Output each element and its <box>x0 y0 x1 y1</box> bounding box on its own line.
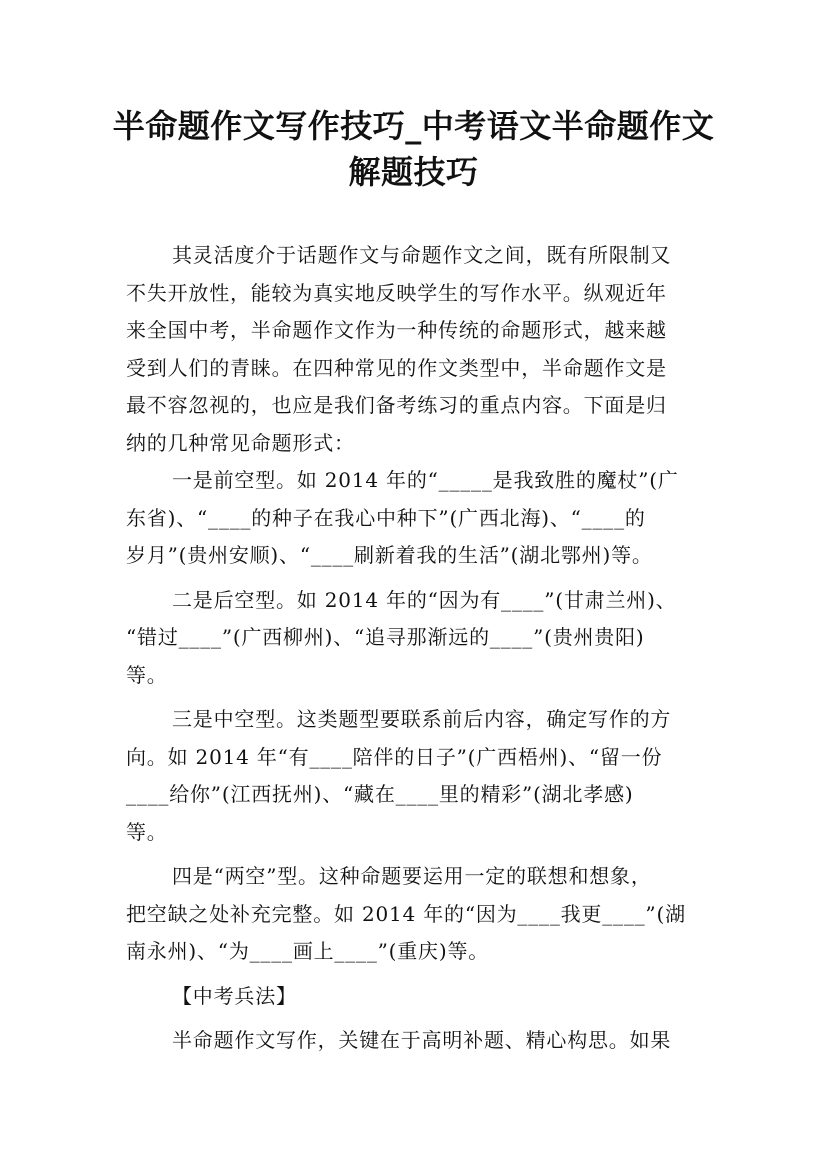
paragraph-front-blank <box>126 462 716 575</box>
section-heading-text: 【中考兵法】 <box>172 983 297 1008</box>
paragraph-gap <box>126 1015 716 1022</box>
title-line-2: 解题技巧 <box>348 153 479 191</box>
paragraph-gap <box>126 694 716 701</box>
paragraph-back-blank <box>126 582 716 695</box>
paragraph-two-blanks <box>126 858 716 971</box>
text-line: 不失开放性，能较为真实地反映学生的写作水平。纵观近年 <box>126 280 667 305</box>
paragraph-middle-blank <box>126 701 716 851</box>
text-line: 三是中空型。这类题型要联系前后内容，确定写作的方 <box>172 707 672 731</box>
paragraph-strategy <box>126 1022 716 1060</box>
text-line: 受到人们的青睐。在四种常见的作文类型中，半命题作文是 <box>126 355 667 380</box>
document-body <box>126 237 716 1060</box>
text-line: 把空缺之处补充完整。如 2014 年的“因为____我更____”(湖 <box>126 901 686 926</box>
text-line: 最不容忽视的，也应是我们备考练习的重点内容。下面是归 <box>126 393 667 417</box>
text-line: 等。 <box>126 819 168 844</box>
text-line: 南永州)、“为____画上____”(重庆)等。 <box>126 939 490 963</box>
text-line: 向。如 2014 年“有____陪伴的日子”(广西梧州)、“留一份 <box>126 744 663 769</box>
text-line: “错过____”(广西柳州)、“追寻那渐远的____”(贵州贵阳) <box>126 625 645 649</box>
text-line: 东省)、“____的种子在我心中种下”(广西北海)、“____的 <box>126 505 646 530</box>
text-line: 四是“两空”型。这种命题要运用一定的联想和想象， <box>172 864 652 888</box>
text-line: 纳的几种常见命题形式： <box>126 430 355 455</box>
text-line: ____给你”(江西抚州)、“藏在____里的精彩”(湖北孝感) <box>126 782 634 806</box>
text-line: 等。 <box>126 662 168 687</box>
text-line: 岁月”(贵州安顺)、“____刷新着我的生活”(湖北鄂州)等。 <box>126 543 653 567</box>
title-line-1: 半命题作文写作技巧_中考语文半命题作文 <box>112 107 715 145</box>
text-line: 一是前空型。如 2014 年的“_____是我致胜的魔杖”(广 <box>172 468 679 492</box>
text-line: 半命题作文写作，关键在于高明补题、精心构思。如果 <box>172 1028 672 1052</box>
text-line: 来全国中考，半命题作文作为一种传统的命题形式，越来越 <box>126 318 667 342</box>
paragraph-intro <box>126 237 716 462</box>
text-line: 其灵活度介于话题作文与命题作文之间，既有所限制又 <box>172 243 672 267</box>
paragraph-gap <box>126 575 716 582</box>
document-title <box>100 103 727 195</box>
paragraph-gap <box>126 851 716 858</box>
section-heading <box>126 978 716 1016</box>
text-line: 二是后空型。如 2014 年的“因为有____”(甘肃兰州)、 <box>172 587 677 612</box>
paragraph-gap <box>126 971 716 978</box>
